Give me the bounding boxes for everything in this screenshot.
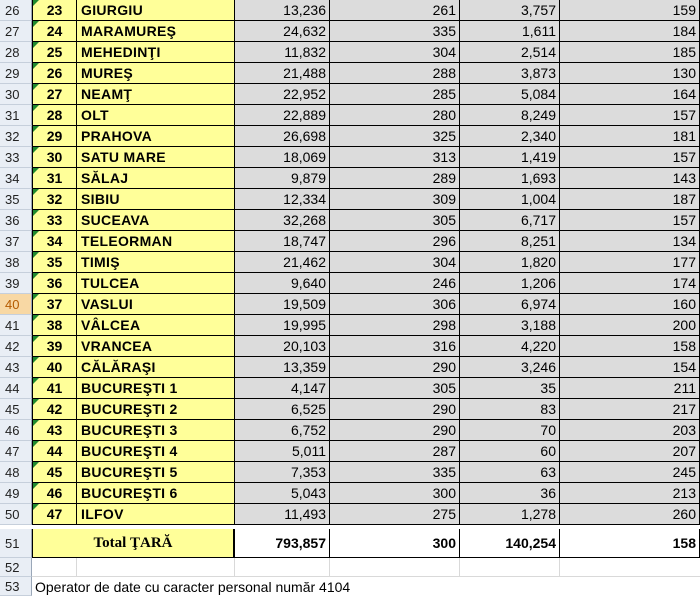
county-name[interactable]: SUCEAVA xyxy=(77,210,235,231)
value-2[interactable]: 335 xyxy=(330,462,460,483)
value-3[interactable]: 5,084 xyxy=(460,84,560,105)
row-index[interactable]: 47 xyxy=(32,504,77,525)
row-index[interactable]: 36 xyxy=(32,273,77,294)
value-1[interactable]: 20,103 xyxy=(235,336,330,357)
county-name[interactable]: TULCEA xyxy=(77,273,235,294)
row-header[interactable]: 44 xyxy=(0,378,32,399)
county-name[interactable]: OLT xyxy=(77,105,235,126)
value-3[interactable]: 83 xyxy=(460,399,560,420)
value-1[interactable]: 13,236 xyxy=(235,0,330,21)
row-index[interactable]: 29 xyxy=(32,126,77,147)
value-4[interactable]: 200 xyxy=(560,315,700,336)
value-3[interactable]: 1,004 xyxy=(460,189,560,210)
value-2[interactable]: 305 xyxy=(330,210,460,231)
county-name[interactable]: SIBIU xyxy=(77,189,235,210)
table-row[interactable] xyxy=(0,378,700,399)
value-3[interactable]: 3,188 xyxy=(460,315,560,336)
value-3[interactable]: 70 xyxy=(460,420,560,441)
value-4[interactable]: 187 xyxy=(560,189,700,210)
value-4[interactable]: 154 xyxy=(560,357,700,378)
value-1[interactable]: 19,995 xyxy=(235,315,330,336)
value-4[interactable]: 134 xyxy=(560,231,700,252)
value-3[interactable]: 35 xyxy=(460,378,560,399)
value-1[interactable]: 6,525 xyxy=(235,399,330,420)
row-index[interactable]: 38 xyxy=(32,315,77,336)
value-3[interactable]: 8,249 xyxy=(460,105,560,126)
table-row[interactable] xyxy=(0,294,700,315)
value-4[interactable]: 159 xyxy=(560,0,700,21)
value-4[interactable]: 158 xyxy=(560,336,700,357)
row-index[interactable]: 42 xyxy=(32,399,77,420)
table-row[interactable] xyxy=(0,147,700,168)
row-header[interactable]: 42 xyxy=(0,336,32,357)
value-1[interactable]: 26,698 xyxy=(235,126,330,147)
value-2[interactable]: 285 xyxy=(330,84,460,105)
value-1[interactable]: 21,488 xyxy=(235,63,330,84)
table-row[interactable] xyxy=(0,441,700,462)
county-name[interactable]: BUCUREŞTI 6 xyxy=(77,483,235,504)
county-name[interactable]: VRANCEA xyxy=(77,336,235,357)
footer-row[interactable] xyxy=(0,577,700,596)
value-3[interactable]: 2,340 xyxy=(460,126,560,147)
value-2[interactable]: 335 xyxy=(330,21,460,42)
row-index[interactable]: 35 xyxy=(32,252,77,273)
table-row[interactable] xyxy=(0,483,700,504)
county-name[interactable]: SĂLAJ xyxy=(77,168,235,189)
row-index[interactable]: 41 xyxy=(32,378,77,399)
value-1[interactable]: 19,509 xyxy=(235,294,330,315)
value-1[interactable]: 5,011 xyxy=(235,441,330,462)
row-header[interactable]: 29 xyxy=(0,63,32,84)
row-index[interactable]: 26 xyxy=(32,63,77,84)
county-name[interactable]: NEAMŢ xyxy=(77,84,235,105)
table-row[interactable] xyxy=(0,42,700,63)
county-name[interactable]: VÂLCEA xyxy=(77,315,235,336)
value-3[interactable]: 1,820 xyxy=(460,252,560,273)
empty-cell[interactable] xyxy=(330,558,460,577)
value-4[interactable]: 245 xyxy=(560,462,700,483)
table-row[interactable] xyxy=(0,105,700,126)
county-name[interactable]: SATU MARE xyxy=(77,147,235,168)
value-2[interactable]: 306 xyxy=(330,294,460,315)
value-4[interactable]: 157 xyxy=(560,210,700,231)
table-row[interactable] xyxy=(0,399,700,420)
table-row[interactable] xyxy=(0,126,700,147)
value-4[interactable]: 181 xyxy=(560,126,700,147)
total-label[interactable]: Total ŢARĂ xyxy=(32,529,235,558)
value-3[interactable]: 36 xyxy=(460,483,560,504)
row-index[interactable]: 46 xyxy=(32,483,77,504)
value-3[interactable]: 8,251 xyxy=(460,231,560,252)
total-value-4[interactable]: 158 xyxy=(560,529,700,558)
value-2[interactable]: 261 xyxy=(330,0,460,21)
row-index[interactable]: 40 xyxy=(32,357,77,378)
county-name[interactable]: BUCUREŞTI 4 xyxy=(77,441,235,462)
value-1[interactable]: 11,493 xyxy=(235,504,330,525)
row-header[interactable]: 38 xyxy=(0,252,32,273)
county-name[interactable]: TELEORMAN xyxy=(77,231,235,252)
table-row[interactable] xyxy=(0,462,700,483)
value-2[interactable]: 290 xyxy=(330,420,460,441)
value-1[interactable]: 32,268 xyxy=(235,210,330,231)
row-header[interactable]: 27 xyxy=(0,21,32,42)
value-2[interactable]: 288 xyxy=(330,63,460,84)
row-index[interactable]: 30 xyxy=(32,147,77,168)
total-value-1[interactable]: 793,857 xyxy=(235,529,330,558)
county-name[interactable]: BUCUREŞTI 3 xyxy=(77,420,235,441)
value-3[interactable]: 1,206 xyxy=(460,273,560,294)
table-row[interactable] xyxy=(0,21,700,42)
blank-row[interactable] xyxy=(0,558,700,577)
row-header[interactable]: 32 xyxy=(0,126,32,147)
row-header[interactable]: 41 xyxy=(0,315,32,336)
value-2[interactable]: 298 xyxy=(330,315,460,336)
value-1[interactable]: 4,147 xyxy=(235,378,330,399)
value-2[interactable]: 275 xyxy=(330,504,460,525)
value-1[interactable]: 22,889 xyxy=(235,105,330,126)
value-3[interactable]: 3,246 xyxy=(460,357,560,378)
value-4[interactable]: 164 xyxy=(560,84,700,105)
empty-cell[interactable] xyxy=(32,558,77,577)
row-header[interactable]: 43 xyxy=(0,357,32,378)
county-name[interactable]: MUREŞ xyxy=(77,63,235,84)
value-4[interactable]: 160 xyxy=(560,294,700,315)
value-3[interactable]: 4,220 xyxy=(460,336,560,357)
value-4[interactable]: 260 xyxy=(560,504,700,525)
value-4[interactable]: 185 xyxy=(560,42,700,63)
value-4[interactable]: 213 xyxy=(560,483,700,504)
table-row[interactable] xyxy=(0,504,700,525)
value-1[interactable]: 24,632 xyxy=(235,21,330,42)
value-2[interactable]: 304 xyxy=(330,252,460,273)
value-1[interactable]: 11,832 xyxy=(235,42,330,63)
value-1[interactable]: 12,334 xyxy=(235,189,330,210)
value-3[interactable]: 6,717 xyxy=(460,210,560,231)
table-row[interactable] xyxy=(0,336,700,357)
row-index[interactable]: 37 xyxy=(32,294,77,315)
row-header[interactable]: 51 xyxy=(0,529,32,558)
row-index[interactable]: 31 xyxy=(32,168,77,189)
value-2[interactable]: 305 xyxy=(330,378,460,399)
row-header[interactable]: 52 xyxy=(0,558,32,577)
value-3[interactable]: 1,611 xyxy=(460,21,560,42)
row-index[interactable]: 45 xyxy=(32,462,77,483)
empty-cell[interactable] xyxy=(460,558,560,577)
table-row[interactable] xyxy=(0,84,700,105)
county-name[interactable]: CĂLĂRAŞI xyxy=(77,357,235,378)
county-name[interactable]: VASLUI xyxy=(77,294,235,315)
value-2[interactable]: 304 xyxy=(330,42,460,63)
county-name[interactable]: BUCUREŞTI 5 xyxy=(77,462,235,483)
row-header[interactable]: 31 xyxy=(0,105,32,126)
value-4[interactable]: 184 xyxy=(560,21,700,42)
row-index[interactable]: 24 xyxy=(32,21,77,42)
county-name[interactable]: PRAHOVA xyxy=(77,126,235,147)
row-index[interactable]: 43 xyxy=(32,420,77,441)
table-row[interactable] xyxy=(0,189,700,210)
row-index[interactable]: 44 xyxy=(32,441,77,462)
value-3[interactable]: 63 xyxy=(460,462,560,483)
value-3[interactable]: 6,974 xyxy=(460,294,560,315)
row-header[interactable]: 39 xyxy=(0,273,32,294)
row-header[interactable]: 33 xyxy=(0,147,32,168)
row-header[interactable]: 47 xyxy=(0,441,32,462)
row-index[interactable]: 33 xyxy=(32,210,77,231)
value-2[interactable]: 290 xyxy=(330,357,460,378)
empty-cell[interactable] xyxy=(560,558,700,577)
value-4[interactable]: 174 xyxy=(560,273,700,294)
value-3[interactable]: 3,873 xyxy=(460,63,560,84)
row-index[interactable]: 25 xyxy=(32,42,77,63)
value-4[interactable]: 217 xyxy=(560,399,700,420)
table-row[interactable] xyxy=(0,315,700,336)
row-header[interactable]: 37 xyxy=(0,231,32,252)
row-header[interactable]: 48 xyxy=(0,462,32,483)
table-row[interactable] xyxy=(0,357,700,378)
row-header[interactable]: 45 xyxy=(0,399,32,420)
row-header[interactable]: 53 xyxy=(0,577,32,596)
value-4[interactable]: 157 xyxy=(560,105,700,126)
value-1[interactable]: 13,359 xyxy=(235,357,330,378)
empty-cell[interactable] xyxy=(77,558,235,577)
empty-cell[interactable] xyxy=(235,558,330,577)
value-1[interactable]: 9,640 xyxy=(235,273,330,294)
value-3[interactable]: 1,419 xyxy=(460,147,560,168)
table-row[interactable] xyxy=(0,273,700,294)
value-3[interactable]: 60 xyxy=(460,441,560,462)
value-1[interactable]: 9,879 xyxy=(235,168,330,189)
row-header[interactable]: 36 xyxy=(0,210,32,231)
row-header[interactable]: 26 xyxy=(0,0,32,21)
value-1[interactable]: 7,353 xyxy=(235,462,330,483)
value-2[interactable]: 309 xyxy=(330,189,460,210)
row-header[interactable]: 34 xyxy=(0,168,32,189)
total-row[interactable] xyxy=(0,529,700,558)
value-4[interactable]: 177 xyxy=(560,252,700,273)
row-header[interactable]: 46 xyxy=(0,420,32,441)
row-index[interactable]: 23 xyxy=(32,0,77,21)
row-index[interactable]: 39 xyxy=(32,336,77,357)
county-name[interactable]: BUCUREŞTI 2 xyxy=(77,399,235,420)
value-3[interactable]: 1,278 xyxy=(460,504,560,525)
table-row[interactable] xyxy=(0,210,700,231)
row-header[interactable]: 50 xyxy=(0,504,32,525)
county-name[interactable]: ILFOV xyxy=(77,504,235,525)
value-2[interactable]: 325 xyxy=(330,126,460,147)
total-value-2[interactable]: 300 xyxy=(330,529,460,558)
value-2[interactable]: 300 xyxy=(330,483,460,504)
row-header[interactable]: 28 xyxy=(0,42,32,63)
table-row[interactable] xyxy=(0,420,700,441)
footer-note[interactable]: Operator de date cu caracter personal număr 4104 xyxy=(35,578,351,595)
value-4[interactable]: 157 xyxy=(560,147,700,168)
value-4[interactable]: 143 xyxy=(560,168,700,189)
row-header[interactable]: 49 xyxy=(0,483,32,504)
county-name[interactable]: GIURGIU xyxy=(77,0,235,21)
table-row[interactable] xyxy=(0,63,700,84)
value-1[interactable]: 22,952 xyxy=(235,84,330,105)
value-3[interactable]: 1,693 xyxy=(460,168,560,189)
value-1[interactable]: 18,069 xyxy=(235,147,330,168)
value-1[interactable]: 6,752 xyxy=(235,420,330,441)
row-index[interactable]: 27 xyxy=(32,84,77,105)
value-2[interactable]: 296 xyxy=(330,231,460,252)
row-header[interactable]: 35 xyxy=(0,189,32,210)
county-name[interactable]: TIMIŞ xyxy=(77,252,235,273)
row-header[interactable]: 30 xyxy=(0,84,32,105)
value-2[interactable]: 313 xyxy=(330,147,460,168)
table-row[interactable] xyxy=(0,0,700,21)
value-2[interactable]: 289 xyxy=(330,168,460,189)
value-2[interactable]: 246 xyxy=(330,273,460,294)
value-4[interactable]: 207 xyxy=(560,441,700,462)
row-index[interactable]: 34 xyxy=(32,231,77,252)
county-name[interactable]: BUCUREŞTI 1 xyxy=(77,378,235,399)
value-4[interactable]: 211 xyxy=(560,378,700,399)
total-value-3[interactable]: 140,254 xyxy=(460,529,560,558)
value-3[interactable]: 2,514 xyxy=(460,42,560,63)
value-2[interactable]: 290 xyxy=(330,399,460,420)
county-name[interactable]: MARAMUREŞ xyxy=(77,21,235,42)
value-4[interactable]: 130 xyxy=(560,63,700,84)
value-1[interactable]: 5,043 xyxy=(235,483,330,504)
value-4[interactable]: 203 xyxy=(560,420,700,441)
table-row[interactable] xyxy=(0,231,700,252)
value-2[interactable]: 287 xyxy=(330,441,460,462)
county-name[interactable]: MEHEDINŢI xyxy=(77,42,235,63)
row-index[interactable]: 28 xyxy=(32,105,77,126)
value-2[interactable]: 316 xyxy=(330,336,460,357)
value-3[interactable]: 3,757 xyxy=(460,0,560,21)
value-1[interactable]: 21,462 xyxy=(235,252,330,273)
value-1[interactable]: 18,747 xyxy=(235,231,330,252)
value-2[interactable]: 280 xyxy=(330,105,460,126)
table-row[interactable] xyxy=(0,168,700,189)
table-row[interactable] xyxy=(0,252,700,273)
row-header[interactable]: 40 xyxy=(0,294,32,315)
row-index[interactable]: 32 xyxy=(32,189,77,210)
